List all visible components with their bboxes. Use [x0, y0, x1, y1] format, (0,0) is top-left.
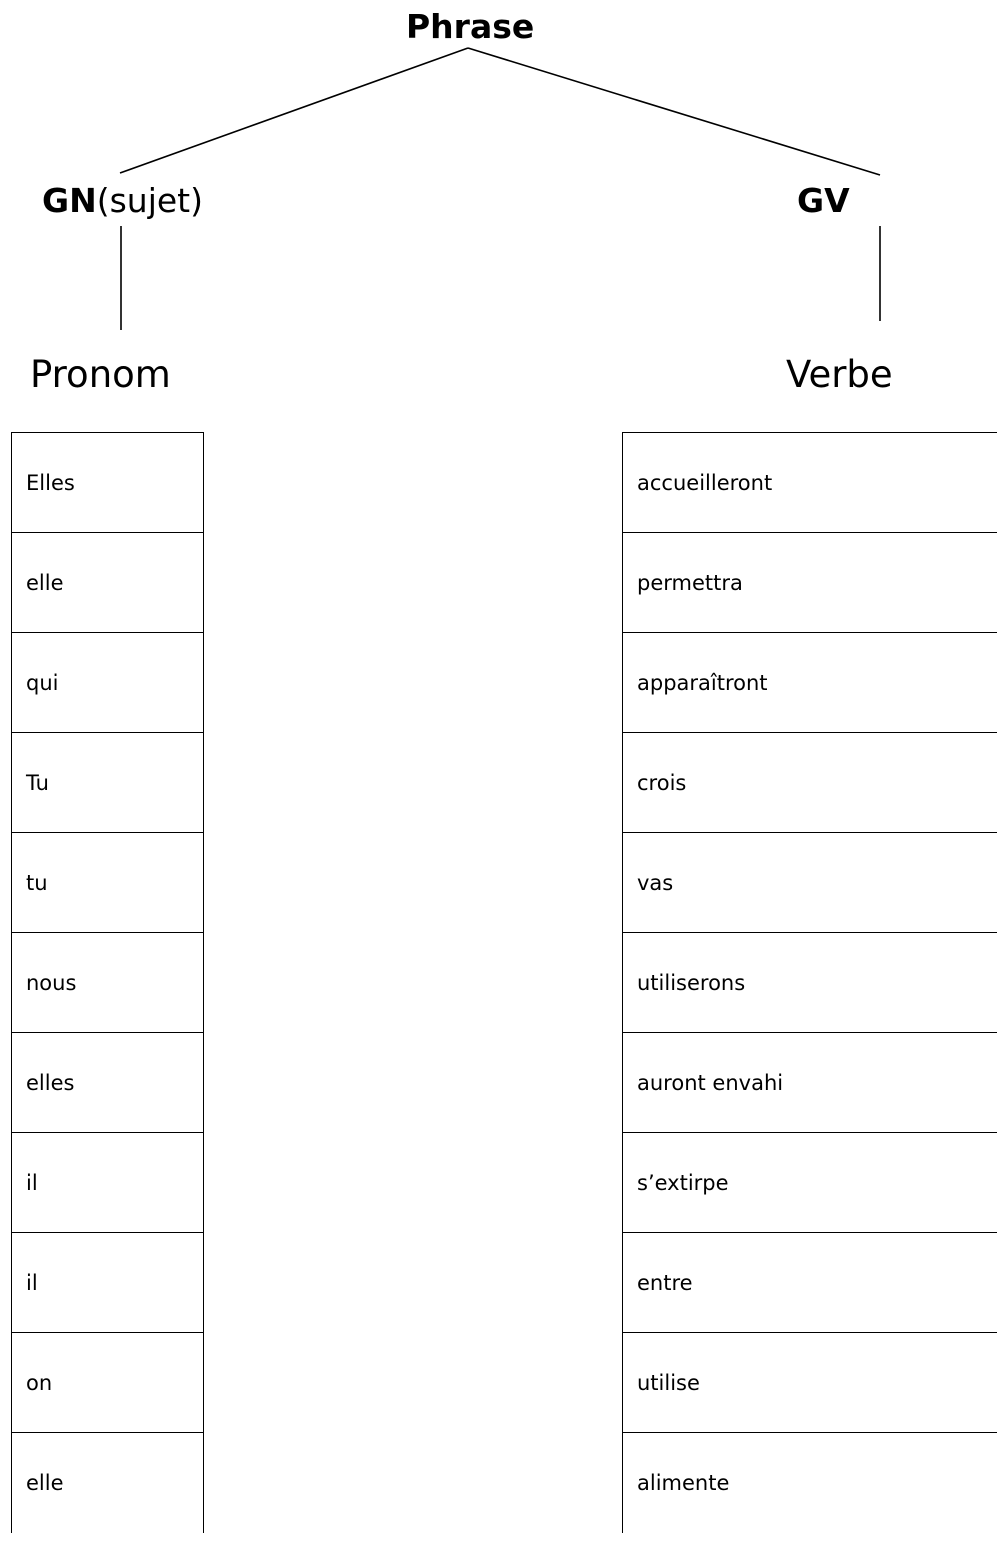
tree-node-gn-sujet	[42, 181, 203, 220]
table-row	[12, 1233, 204, 1333]
table-row	[623, 1433, 997, 1533]
table-row	[623, 533, 997, 633]
verb-cell: permettra	[623, 533, 997, 633]
table-row	[12, 833, 204, 933]
tree-connector-lines	[0, 0, 997, 340]
gn-qualifier: (sujet)	[96, 181, 203, 220]
pronoun-cell: elle	[12, 1433, 204, 1533]
table-row	[12, 1333, 204, 1433]
verb-cell: crois	[623, 733, 997, 833]
pronoun-cell: qui	[12, 633, 204, 733]
tree-leaf-verbe: Verbe	[786, 353, 893, 396]
table-row	[623, 1333, 997, 1433]
verb-table	[622, 432, 997, 1533]
table-row	[12, 633, 204, 733]
pronoun-table	[11, 432, 204, 1533]
table-row	[623, 1033, 997, 1133]
verb-cell: utilise	[623, 1333, 997, 1433]
verb-cell: apparaîtront	[623, 633, 997, 733]
table-row	[12, 1133, 204, 1233]
table-row	[623, 933, 997, 1033]
verb-cell: s’extirpe	[623, 1133, 997, 1233]
pronoun-cell: Elles	[12, 433, 204, 533]
pronoun-cell: elle	[12, 533, 204, 633]
table-row	[12, 1433, 204, 1533]
pronoun-cell: on	[12, 1333, 204, 1433]
gn-label: GN	[42, 181, 97, 220]
table-row	[12, 933, 204, 1033]
pronoun-cell: il	[12, 1233, 204, 1333]
verb-cell: auront envahi	[623, 1033, 997, 1133]
table-row	[12, 533, 204, 633]
tree-root-phrase: Phrase	[406, 7, 535, 46]
pronoun-cell: il	[12, 1133, 204, 1233]
pronoun-cell: elles	[12, 1033, 204, 1133]
table-row	[12, 433, 204, 533]
table-row	[12, 733, 204, 833]
line-phrase-to-gv	[468, 48, 880, 175]
tree-node-gv: GV	[797, 181, 850, 220]
table-row	[623, 1233, 997, 1333]
table-row	[623, 633, 997, 733]
table-row	[623, 733, 997, 833]
table-row	[623, 1133, 997, 1233]
verb-cell: vas	[623, 833, 997, 933]
verb-cell: entre	[623, 1233, 997, 1333]
pronoun-cell: tu	[12, 833, 204, 933]
verb-cell: utiliserons	[623, 933, 997, 1033]
pronoun-cell: nous	[12, 933, 204, 1033]
verb-cell: alimente	[623, 1433, 997, 1533]
line-phrase-to-gn	[120, 48, 468, 173]
table-row	[623, 833, 997, 933]
verb-cell: accueilleront	[623, 433, 997, 533]
table-row	[12, 1033, 204, 1133]
table-row	[623, 433, 997, 533]
tree-leaf-pronom: Pronom	[30, 353, 171, 396]
pronoun-cell: Tu	[12, 733, 204, 833]
